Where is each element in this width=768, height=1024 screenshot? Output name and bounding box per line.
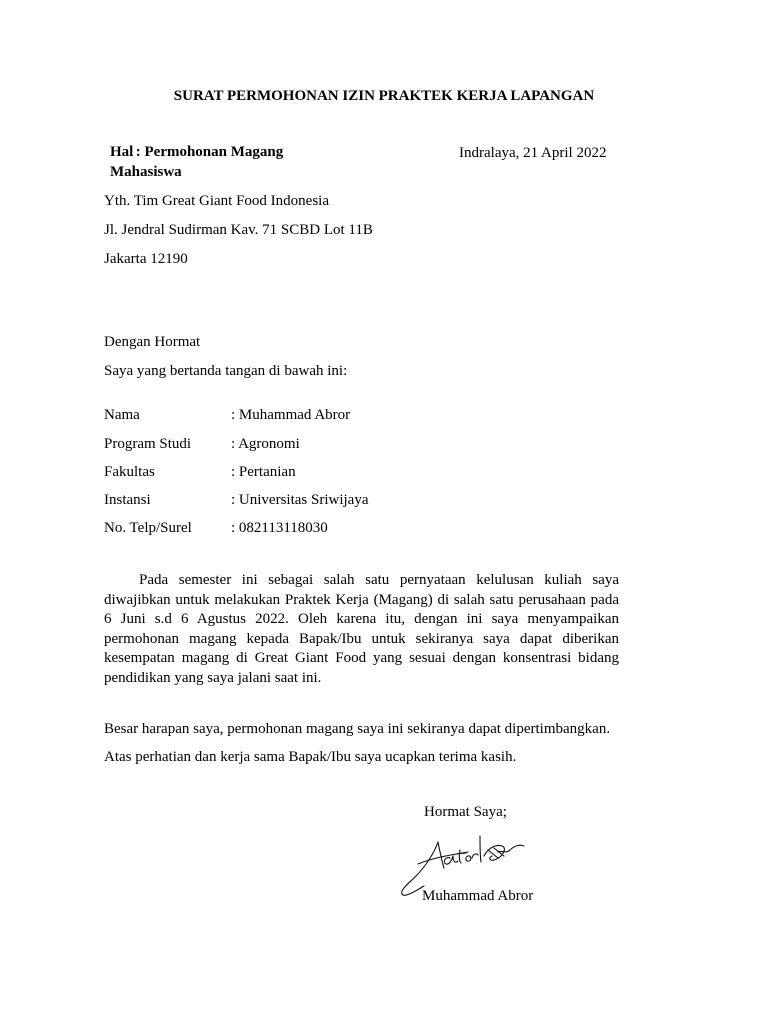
field-label: Program Studi bbox=[104, 436, 192, 452]
field-label: No. Telp/Surel bbox=[104, 520, 192, 536]
field-value: : Pertanian bbox=[231, 464, 296, 480]
recipient-line-1: Yth. Tim Great Giant Food Indonesia bbox=[104, 193, 329, 209]
place-date: Indralaya, 21 April 2022 bbox=[459, 145, 607, 161]
subject-value: : Permohonan Magang Mahasiswa bbox=[110, 144, 284, 180]
letter-title: SURAT PERMOHONAN IZIN PRAKTEK KERJA LAPANGAN bbox=[173, 88, 595, 104]
field-value: : Agronomi bbox=[231, 436, 300, 452]
hope-text: Besar harapan saya, permohonan magang saya ini sekiranya dapat dipertimbangkan. bbox=[104, 721, 611, 737]
recipient-line-2: Jl. Jendral Sudirman Kav. 71 SCBD Lot 11B bbox=[104, 222, 373, 238]
field-label: Instansi bbox=[104, 492, 151, 508]
field-value: : Muhammad Abror bbox=[231, 407, 351, 423]
field-label: Fakultas bbox=[104, 464, 155, 480]
subject-label: Hal bbox=[110, 144, 134, 160]
closing-text: Hormat Saya; bbox=[424, 804, 507, 820]
subject-line bbox=[110, 142, 340, 182]
greeting: Dengan Hormat bbox=[104, 334, 201, 350]
intro-text: Saya yang bertanda tangan di bawah ini: bbox=[104, 363, 348, 379]
thanks-text: Atas perhatian dan kerja sama Bapak/Ibu saya ucapkan terima kasih. bbox=[104, 749, 517, 765]
field-value: : 082113118030 bbox=[231, 520, 328, 536]
recipient-line-3: Jakarta 12190 bbox=[104, 251, 188, 267]
field-label: Nama bbox=[104, 407, 140, 423]
body-paragraph: Pada semester ini sebagai salah satu pernyataan kelulusan kuliah saya diwajibkan untuk melakukan Praktek Kerja (Magang) di salah satu perusahaan pada 6 Juni s.d 6 Agustus 2022. Oleh karena itu, dengan ini saya menyampaikan permohonan magang kepada Bapak/Ibu untuk sekiranya saya dapat diberikan kesempatan magang di Great Giant Food yang sesuai dengan konsentrasi bidang pendidikan yang saya jalani saat ini. bbox=[104, 572, 619, 686]
field-value: : Universitas Sriwijaya bbox=[231, 492, 369, 508]
signer-name: Muhammad Abror bbox=[422, 888, 534, 904]
